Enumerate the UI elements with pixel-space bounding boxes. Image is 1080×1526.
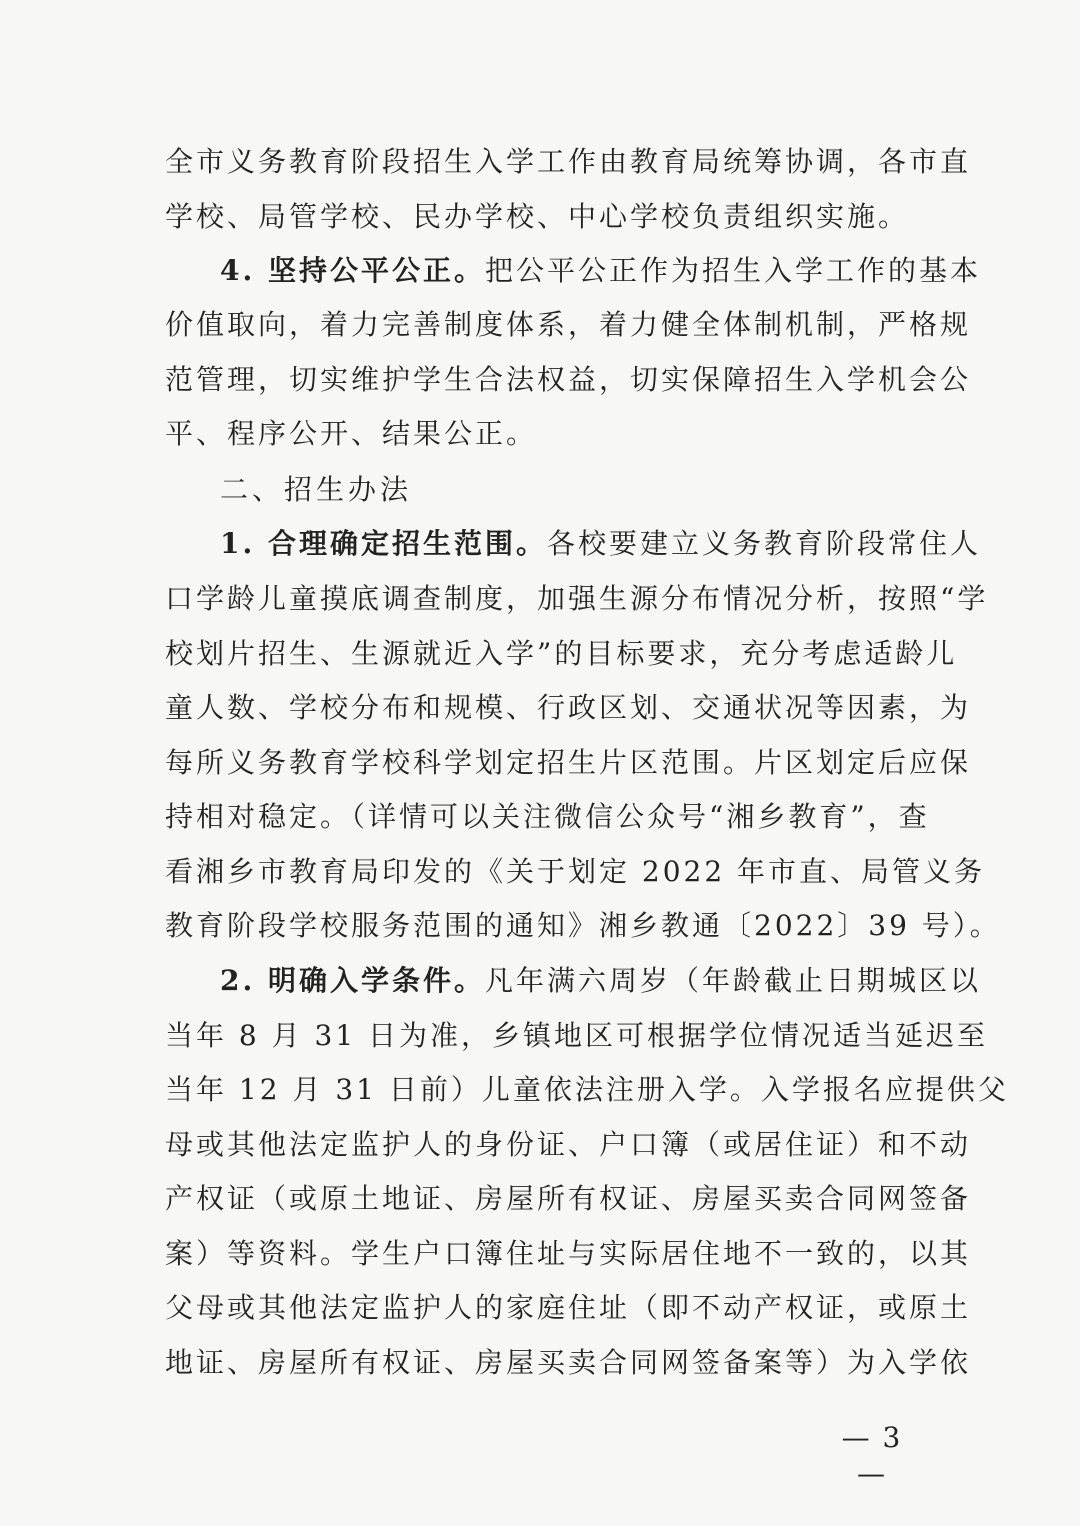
- paragraph-lead-line: [220, 961, 981, 1001]
- paragraph-lead: 4. 坚持公平公正。: [220, 254, 485, 287]
- text-line: 价值取向，着力完善制度体系，着力健全体制机制，严格规: [165, 308, 972, 341]
- text-run: 把公平公正作为招生入学工作的基本: [484, 254, 981, 287]
- text-line: 每所义务教育学校科学划定招生片区范围。片区划定后应保: [165, 746, 972, 779]
- paragraph-lead-line: [220, 251, 981, 291]
- text-run: 各校要建立义务教育阶段常住人: [546, 527, 981, 560]
- paragraph-lead: 1. 合理确定招生范围。: [220, 527, 547, 560]
- text-line: 全市义务教育阶段招生入学工作由教育局统筹协调，各市直: [165, 145, 972, 178]
- section-heading: 二、招生办法: [220, 473, 413, 506]
- text-line: 童人数、学校分布和规模、行政区划、交通状况等因素，为: [165, 691, 972, 724]
- text-line: 口学龄儿童摸底调查制度，加强生源分布情况分析，按照“学: [165, 582, 989, 615]
- text-line: 案）等资料。学生户口簿住址与实际居住地不一致的，以其: [165, 1237, 972, 1270]
- text-run: 凡年满六周岁（年龄截止日期城区以: [484, 964, 981, 997]
- text-line: 校划片招生、生源就近入学”的目标要求，充分考虑适龄儿: [165, 637, 958, 670]
- text-line: 学校、局管学校、民办学校、中心学校负责组织实施。: [165, 200, 910, 233]
- text-line: 当年 12 月 31 日前）儿童依法注册入学。入学报名应提供父: [165, 1073, 1009, 1106]
- text-line: 母或其他法定监护人的身份证、户口簿（或居住证）和不动: [165, 1128, 972, 1161]
- text-line: 当年 8 月 31 日为准，乡镇地区可根据学位情况适当延迟至: [165, 1019, 989, 1052]
- paragraph-lead-line: [220, 524, 981, 564]
- text-line: 父母或其他法定监护人的家庭住址（即不动产权证，或原土: [165, 1291, 972, 1324]
- page-number: — 3 —: [841, 1421, 903, 1490]
- paragraph-lead: 2. 明确入学条件。: [220, 964, 485, 997]
- text-line: 范管理，切实维护学生合法权益，切实保障招生入学机会公: [165, 363, 972, 396]
- text-line: 教育阶段学校服务范围的通知》湘乡教通〔2022〕39 号）。: [165, 909, 1001, 942]
- text-line: 持相对稳定。（详情可以关注微信公众号“湘乡教育”，查: [165, 800, 930, 833]
- text-line: 产权证（或原土地证、房屋所有权证、房屋买卖合同网签备: [165, 1182, 972, 1215]
- text-line: 平、程序公开、结果公正。: [165, 417, 538, 450]
- text-line: 看湘乡市教育局印发的《关于划定 2022 年市直、局管义务: [165, 855, 986, 888]
- text-line: 地证、房屋所有权证、房屋买卖合同网签备案等）为入学依: [165, 1346, 972, 1379]
